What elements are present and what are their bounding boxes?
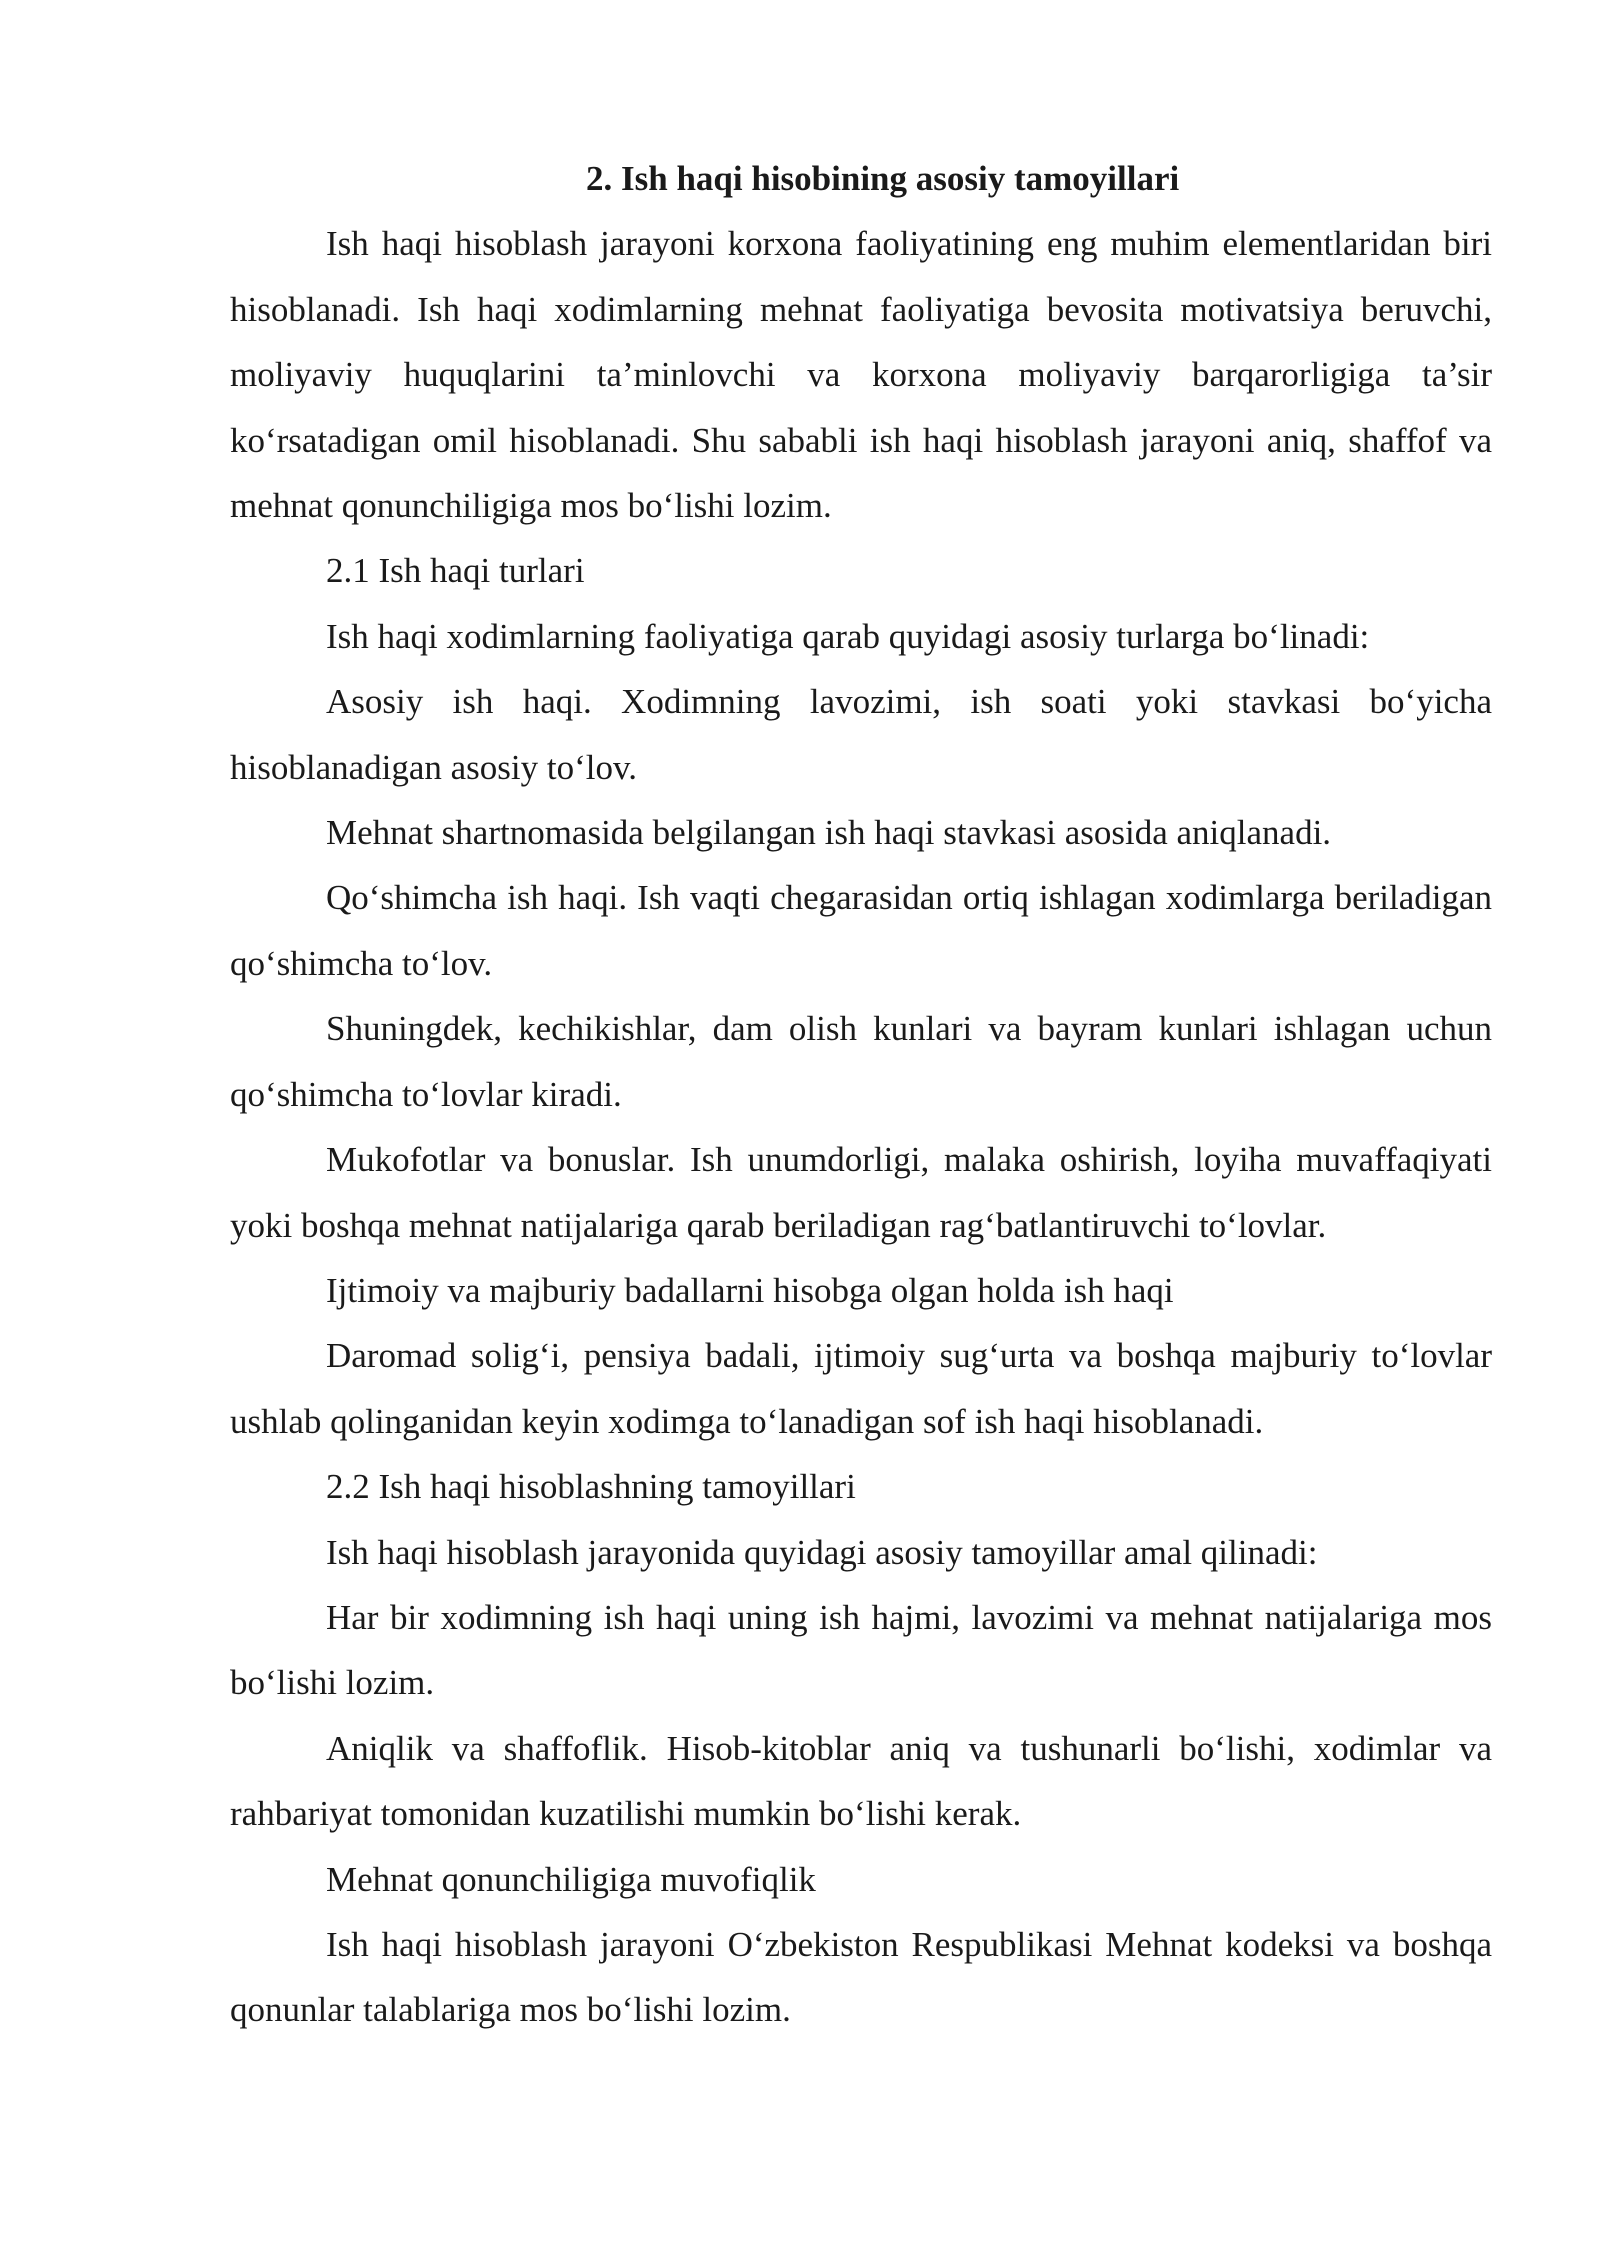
paragraph-intro: Ish haqi hisoblash jarayoni korxona faoliyatining eng muhim elementlaridan biri hisoblanadi. Ish haqi xodimlarning mehnat faoliyatiga bevosita motivatsiya beruvchi, moliyaviy huquqlarini ta’minlovchi va korxona moliyaviy barqarorligiga ta’sir ko‘rsatadigan omil hisoblanadi. Shu sababli ish haqi hisoblash jarayoni aniq, shaffof va mehnat qonunchiligiga mos bo‘lishi lozim. — [230, 224, 1492, 526]
paragraph-contract-rate: Mehnat shartnomasida belgilangan ish haqi stavkasi asosida aniqlanadi. — [326, 813, 1332, 853]
subsection-heading-2-1: 2.1 Ish haqi turlari — [326, 551, 585, 591]
paragraph-principles-intro: Ish haqi hisoblash jarayonida quyidagi asosiy tamoyillar amal qilinadi: — [326, 1532, 1318, 1572]
section-title: 2. Ish haqi hisobining asosiy tamoyillari — [586, 159, 1180, 198]
paragraph-basic-pay: Asosiy ish haqi. Xodimning lavozimi, ish soati yoki stavkasi bo‘yicha hisoblanadigan asosiy to‘lov. — [230, 682, 1492, 787]
paragraph-additional-pay: Qo‘shimcha ish haqi. Ish vaqti chegarasidan ortiq ishlagan xodimlarga beriladigan qo‘shimcha to‘lov. — [230, 878, 1492, 983]
paragraph-social-contributions: Ijtimoiy va majburiy badallarni hisobga olgan holda ish haqi — [326, 1270, 1174, 1310]
paragraph-bonuses: Mukofotlar va bonuslar. Ish unumdorligi, malaka oshirish, loyiha muvaffaqiyati yoki boshqa mehnat natijalariga qarab beriladigan rag‘batlantiruvchi to‘lovlar. — [230, 1140, 1492, 1245]
paragraph-net-pay: Daromad solig‘i, pensiya badali, ijtimoiy sug‘urta va boshqa majburiy to‘lovlar ushlab qolinganidan keyin xodimga to‘lanadigan sof ish haqi hisoblanadi. — [230, 1336, 1492, 1441]
paragraph-types-intro: Ish haqi xodimlarning faoliyatiga qarab quyidagi asosiy turlarga bo‘linadi: — [326, 616, 1370, 656]
paragraph-compliance-heading: Mehnat qonunchiligiga muvofiqlik — [326, 1859, 816, 1899]
subsection-heading-2-2: 2.2 Ish haqi hisoblashning tamoyillari — [326, 1467, 856, 1507]
document-page — [230, 146, 1492, 2043]
paragraph-accuracy: Aniqlik va shaffoflik. Hisob-kitoblar aniq va tushunarli bo‘lishi, xodimlar va rahbariyat tomonidan kuzatilishi mumkin bo‘lishi kerak. — [230, 1728, 1492, 1834]
paragraph-overtime: Shuningdek, kechikishlar, dam olish kunlari va bayram kunlari ishlagan uchun qo‘shimcha to‘lovlar kiradi. — [230, 1009, 1492, 1114]
paragraph-compliance: Ish haqi hisoblash jarayoni O‘zbekiston Respublikasi Mehnat kodeksi va boshqa qonunlar talablariga mos bo‘lishi lozim. — [230, 1924, 1492, 2030]
paragraph-fairness: Har bir xodimning ish haqi uning ish hajmi, lavozimi va mehnat natijalariga mos bo‘lishi lozim. — [230, 1597, 1492, 1703]
